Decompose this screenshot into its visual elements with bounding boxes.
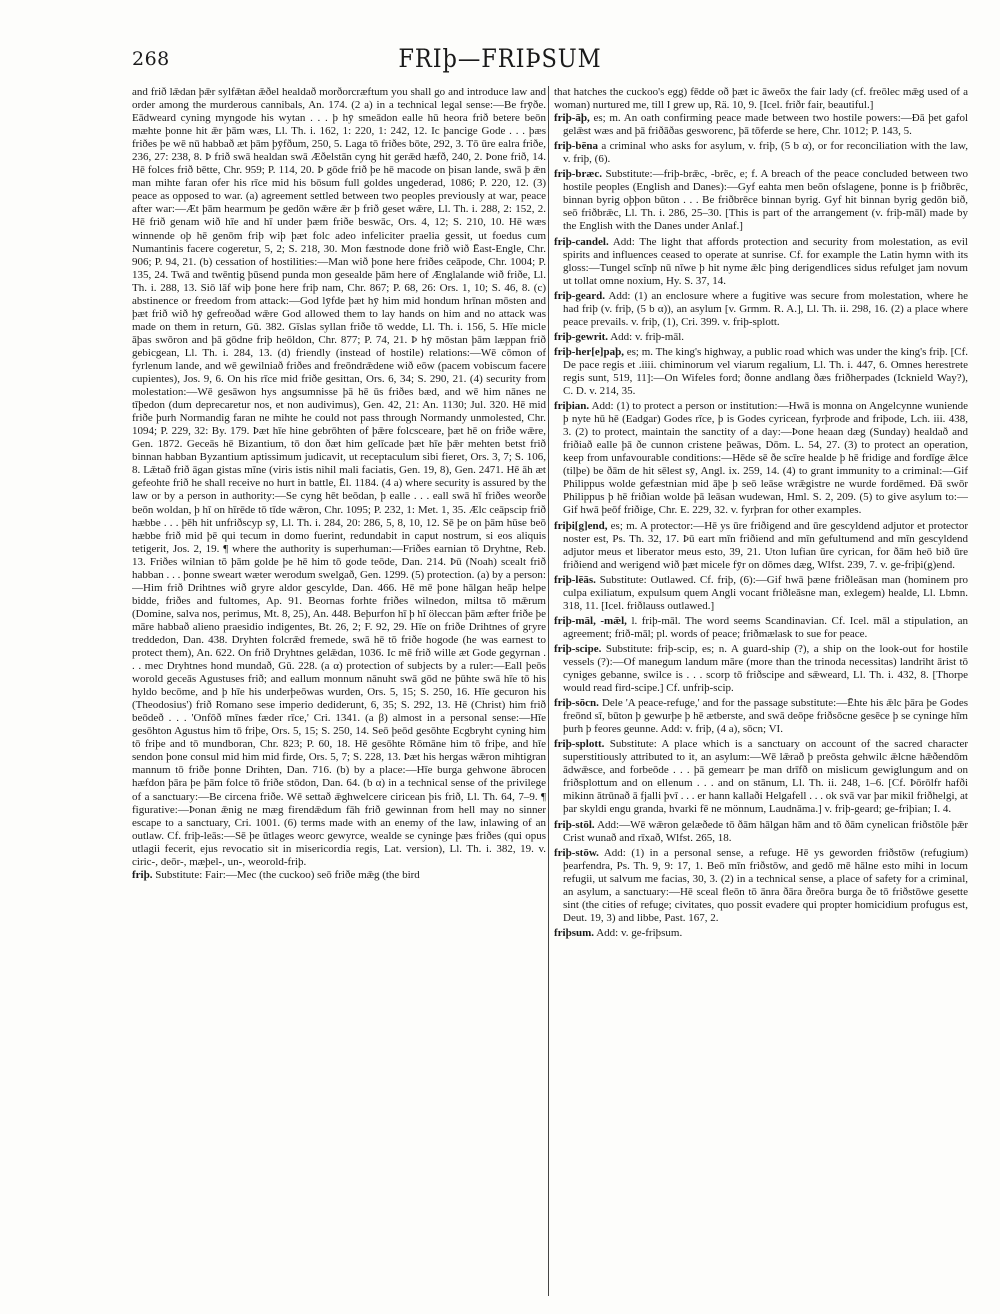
- entry-text: Add: v. friþ-māl.: [610, 330, 685, 343]
- entry-headword: friþ-sōcn.: [554, 697, 599, 710]
- entry-headword: friþsum.: [554, 926, 595, 939]
- entry-text: Add: The light that affords protection and security from molestation, as evil spirits and influences ceased to operate at sunrise. Cf. for example the Latin hymn with its gloss:—Tungel scīnþ nū nīwe þ hit nyme ǣlc þing derigendlices sidus refulget jam novum ut tollat omne noxium, Hy. S. 37, 14.: [563, 235, 968, 287]
- entry-text: that hatches the cuckoo's egg) fēdde oð þæt ic āweōx the fair lady (cf. freōlec mǣg used of a woman) nurtured me, till I grew up, Rä. 10, 9. [Icel. friðr fair, beautiful.]: [554, 86, 968, 112]
- entry-text: Add:—Wē wǣron gelæðede tō ðām hālgan hām and tō ðām cynelican friðstōle þǣr Crist wunað and rīxað, Wlfst. 265, 18.: [563, 818, 968, 844]
- entry-text: Substitute:—friþ-brǣc, -brēc, e; f. A breach of the peace concluded between two hostile peoples (English and Danes):—Gyf eahta men beōn ofslagene, þonne is þ friðbrēc, binnan byrig oþþon būton . . . Be friðbrēce binnan byrig. Gyf hit binnan byrig gedōn bið, seō friðbrǣc, Ll. Th. i. 286, 25–30. [This is part of the arrangement (v. friþ-māl) made by the English with the Danes under Anlaf.]: [563, 168, 968, 233]
- entry-headword: friþian.: [554, 400, 590, 413]
- entry-continuation: [554, 86, 968, 112]
- entry-text: Dele 'A peace-refuge,' and for the passage substitute:—Ēhte his ǣlc þāra þe Godes freōnd sī, būton þ gewurþe þ hē ætberste, and swā deōpe friðsōcne gesēce þ se cyninge hīm þurh þ feores geunne. Add: v. friþ, (4 a), sōcn; VI.: [563, 697, 968, 736]
- dictionary-entry: [554, 697, 968, 736]
- dictionary-entry: [554, 400, 968, 517]
- dictionary-entry: [554, 331, 968, 344]
- dictionary-entry: [554, 290, 968, 329]
- entry-headword: friþ-āþ,: [554, 112, 590, 125]
- dictionary-entry: [554, 140, 968, 166]
- entry-text: es; m. A protector:—Hē ys ūre friðigend and ūre gescyldend adjutor et protector noster est, Ps. Th. 32, 17. Þū eart mīn friðiend and mīn gefultumend and mīn gescyldend adjutor meus et liberator meus esto, 39, 21. Uton lufian ūre cyrican, for ðām heō bið ūre friðiend and werigend wið þæt micele fȳr on dōmes dæg, Wlfst. 239, 7. v. ge-friþi(g)end.: [563, 519, 968, 571]
- entry-text: Add: (1) in a personal sense, a refuge. Hē ys geworden friðstōw (refugium) þearfendra, Ps. Th. 9, 9: 17, 1. Beō mīn friðstōw, and gedō mē hālne esto mihi in locum refugii, ut salvum me facias, 30, 3. (2) in a technical sense, a place of safety for a criminal, an asylum, a sanctuary:—Hē sceal fleōn tō ānra ðāra ðreōra burga ðe tō friðstōwe gesette sint (the cities of refuge; civitates, quo possit evadere qui propter homicidium profugus est, Deut. 19, 3) and libbe, Past. 167, 2.: [563, 846, 968, 924]
- dictionary-entry: [554, 112, 968, 138]
- entry-headword: friþ-candel.: [554, 235, 609, 248]
- dictionary-entry: [554, 346, 968, 398]
- entry-continuation: [132, 86, 546, 869]
- entry-text: l. friþ-māl. The word seems Scandinavian. Cf. Icel. māl a stipulation, an agreement; frið-māl; pl. words of peace; friðmælask to sue for peace.: [563, 614, 968, 640]
- entry-headword: friþi[g]end,: [554, 519, 608, 532]
- entry-headword: friþ-geard.: [554, 289, 606, 302]
- column-divider: [548, 86, 549, 1296]
- page-header: [132, 44, 868, 74]
- entry-headword: friþ-bræc.: [554, 168, 602, 181]
- left-column: [132, 86, 546, 1301]
- entry-text: Add: v. ge-friþsum.: [596, 926, 683, 939]
- running-head: FRIþ—FRIÞSUM: [398, 44, 602, 73]
- dictionary-entry: [554, 927, 968, 940]
- entry-text: Substitute: Fair:—Mec (the cuckoo) seō friðe mǣg (the bird: [155, 868, 420, 881]
- entry-headword: friþ-māl, -mǣl,: [554, 614, 627, 627]
- entry-headword: friþ-bēna: [554, 140, 598, 153]
- dictionary-entry: [554, 643, 968, 695]
- entry-text: Substitute: Outlawed. Cf. friþ, (6):—Gif hwā þæne friðleāsan man (hominem pro culpa exiliatum, expulsum quem Angli vocant friðleāsne man, exlegem) healde, Ll. Lbmn. 318, 11. [Icel. friðlauss outlawed.]: [563, 573, 968, 612]
- entry-text: Add: (1) to protect a person or institution:—Hwā is monna on Angelcynne wuniende þ nyte hū hē (Eadgar) Godes rīce, þ is Godes cyricean, fyrþrode and friþode, Lch. iii. 438, 3. (2) to protect, maintain the sanctity of a day:—Þone heaan dæg (Sunday) healdað and friðiað ealle þā ðe cunnon cristene þeāwas, Dōm. L. 54, 27. (3) to protect an operation, keep from unfavourable conditions:—Hēde sē ðe scīre healde þ hē fridige and fordīge ǣlce (tilþe) be ðām de hit sēlest sȳ, Angl. ix. 259, 14. (4) to grant immunity to a criminal:—Gif Philippus wolde gefæstnian mid āþe þ seō leāse wrǣgistre ne wurde fordēmed. Ðā swōr Philippus þ hē friðian wolde þā leāsan wudewan, Hml. S. 2, 209. (5) to give asylum to:—Gif hwā þeōf friðige, Chr. E. 229, 32. v. fyrþran for other examples.: [563, 400, 968, 517]
- dictionary-entry: [132, 869, 546, 882]
- entry-headword: friþ.: [132, 868, 153, 881]
- dictionary-entry: [554, 168, 968, 233]
- entry-headword: friþ-stōw.: [554, 846, 599, 859]
- entry-headword: friþ-scipe.: [554, 642, 602, 655]
- entry-text: Add: (1) an enclosure where a fugitive was secure from molestation, where he had friþ (v. friþ, (5 b α)), an asylum [v. Grmm. R. A.], Ll. Th. ii. 298, 16. (2) a place where peace prevails. v. friþ, (1), Cri. 399. v. friþ-splott.: [563, 289, 968, 328]
- entry-text: Substitute: A place which is a sanctuary on account of the sacred character superstitiously attributed to it, an asylum:—Wē lǣrað þ preōsta gehwilc ǣlcne hǣðendōm ādwǣsce, and forbeōde . . . þā gemearr þe man drīfð on mislicum gewiglungum and on friðsplottum and on ellenum . . . and on stānum, Ll. Th. ii. 248, 1–6. [Cf. Þōrōlfr hafði mikinn ātrūnað ā fjalli þvī . . . er hann kallaði Helgafell . . . ok svā var þar mikil friðhelgi, at þar skyldi engu granda, hvarki fē ne mönnum, Laudnāma.] v. friþ-geard; ge-friþian; I. 4.: [563, 738, 968, 816]
- dictionary-entry: [554, 574, 968, 613]
- entry-headword: friþ-splott.: [554, 738, 605, 751]
- dictionary-entry: [554, 738, 968, 816]
- entry-headword: friþ-her[e]paþ,: [554, 345, 624, 358]
- dictionary-entry: [554, 236, 968, 288]
- dictionary-entry: [554, 819, 968, 845]
- dictionary-entry: [554, 847, 968, 925]
- entry-headword: friþ-lēās.: [554, 573, 596, 586]
- entry-text: a criminal who asks for asylum, v. friþ, (5 b α), or for reconciliation with the law, v. friþ, (6).: [563, 140, 968, 166]
- entry-headword: friþ-stōl.: [554, 818, 595, 831]
- entry-text: es; m. An oath confirming peace made between two hostile powers:—Ðā þet gafol gelǣst wæs and þā friðāðas gesworenc, þā tōferde se here, Chr. 1012; P. 143, 5.: [563, 112, 968, 138]
- entry-text: and frið lǣdan þǣr sylfǣtan ǣðel healdað morðorcræftum you shall go and introduce law and order among the murderous cannibals, An. 174. (2 a) in a technical legal sense:—Be frȳðe. Eādweard cyning myngode his wytan . . . þ hȳ smeādon ealle hū heora frið betere beōn mæhte þonne hit ǣr þām wæs, Ll. Th. i. 162, 1: 220, 1: 242, 12. Ic þancige Gode . . . þæs friðes þe wē nū habbað æt þām þȳfðum, 250, 5. Laga tō friðes bōte, 292, 3. Tō ūre ealra friðe, 236, 27: 238, 8. Þ frið swā healdan swā Æðelstān cyng hit gerǣd hæfð, 240, 2. Þone frið, 14. Hē folces frið bētte, Chr. 959; P. 114, 20. Þ gōde frið þe hē macode on þisan lande, swā þ ǣn man mihte faran ofer his rīce mid his bōsum full goldes ungederad, 1086; P. 220, 12. (3) peace as opposed to war. (a) agreement settled between two peoples previously at war, peace after war:—Æt þām hearmum þe gedōn wǣre ǣr þ frið geset wǣre, Ll. Th. i. 288, 2: 152, 2. Hē frið genam wið hīe and hī under þæm friðe beswāc, Ors. 4, 12; S. 210, 10. Hē wæs winnende oþ hē genōm friþ wiþ þæt folc adeo infeliciter praelia gessit, ut foedus cum Numantinis facere cogeretur, 5, 2; S. 218, 30. Mon fæstnode done frið wið Ēast-Engle, Chr. 906; P. 94, 21. (b) cessation of hostilities:—Man wið þone here friðes ceāpode, Chr. 1004; P. 135, 24. Twā and twēntig þūsend punda mon gesealde þām here of Ænglalande wið friðe, Ll. Th. i. 288, 13. Siō lāf wiþ þone here friþ nam, Chr. 867; P. 68, 26: Ors. 1, 10; S. 46, 8. (c) abstinence or freedom from attack:—God lȳfde þæt hȳ him mid hondum hrīnan mōsten and þæt frið wið hȳ gefreoðad wǣre God allowed them to lay hands on him and no attack was made on them in return, Gū. 382. Gīslas syllan friðe tō wedde, Ll. Th. i. 156, 5. Hīe micle āþas swōron and þā gōdne friþ heōldon, Chr. 877; P. 74, 21. Þ hȳ mōstan þām læppan frið gebicgean, Ll. Th. i. 284, 13. (d) friendly (instead of hostile) relations:—Wē cōmon of fyrlenum lande, and wē gewilniað friðes and freōndrǣdene wið eōw (pacem vobiscum facere cupientes), Jos. 9, 6. On his rīce mid friðe gesittan, Ors. 6, 34; S. 290, 21. (4) security from molestation:—Wē gesāwon hys angsumnisse þā hē ūs friðes bæd, and wē him nānes ne tīþedon (dum deprecaretur nos, et non audivimus), Gen. 42, 21: An. 1130; Jul. 320. Hē mid friðe þurh Normandig faran ne mihte he could not pass through Normandy unmolested, Chr. 1094; P. 229, 32: By. 179. Þæt hīe hine gebrōhten of þǣre folcsceare, þæt hē on friðe wǣre, Gen. 1872. Geceās hē Bizantium, tō don ðæt him gelīcade þæt hīe þǣr mehten betst frið binnan habban Byzantium aptissimum judicavit, ut receptaculum sibi fieret, Ors. 3, 7; S. 106, 8. Lǣtað frið āgan gistas mīne (viris istis nihil mali faciatis, Gen. 19, 8), Gen. 2471. Hē āh æt gefeohte frið he shall receive no hurt in battle, Ēl. 1184. (4 a) where security is assured by the law or by a person in authority:—Se cyng hēt beōdan, þ ealle . . . eall swā hī friðes weorðe beōn woldan, þ hī on hīrēde tō tīde wǣron, Chr. 1095; P. 232, 1: Met. 1, 35. Ælc ceāpscip frið hæbbe . . . þēh hit unfriðscyp sȳ, Ll. Th. i. 284, 20: 286, 5, 8, 10, 12. Sē þe on þām hūse beō hæbbe frið mid þē qui tecum in domo fuerint, redundabit in caput nostrum, si eos aliquis tetigerit, Jos. 2, 19. ¶ where the authority is superhuman:—Friðes earnian tō Dryhtne, Reb. 13. Friðes wilnian tō þām golde þe hē him tō gode teōde, Dan. 214. Þū (Noah) scealt frið habban . . . þonne sweart wæter werodum swelgað, Gen. 1299. (5) protection. (a) by a person:—Him frið Drihtnes wið gryre aldor gescylde, Dan. 466. Hē mē þone hālgan heāp helpe bidde, friðes and fultomes, Ap. 91. Beornas forhte friðes wilnedon, miltsa tō mǣrum (Domine, salva nos, perimus, Mt. 8, 25), An. 448. Beþurfon hī þ hī öleccan þām æfter friðe þe māre habbað alieno praesidio indigentes, Bt. 26, 2; F. 92, 29. Hīe on friðe Drihtnes of gryre treddedon, Dan. 438. Dryhten folcrǣd fremede, swā hē tō friðe hogode (he was earnest to protect them), An. 622. On frið Dryhtnes gelǣdan, 1036. Ic mē frið wille æt Gode gegyrnan . . . mec Dryhtnes hond mundað, Gū. 228. (a α) protection of subjects by a ruler:—Eall þeōs worold geceās Agustuses frið; and eallum monnum nānuht swā gōd ne þūhte swā hīe tō his hyldo becōme, and þ hīe his underþeōwas wurden, Ors. 5, 15; S. 250, 16. Hīe gecuron his (Theodosius') frið Romano sese imperio dediderunt, 6, 35; S. 292, 13. Hē (Christ) him frið beōdeð . . . 'Onfōð mīnes fæder rīce,' Cri. 1341. (a β) almost in a personal sense:—Hīe gesōhton Agustus him tō friþe, Ors. 5, 15; S. 250, 14. Seō þeōd gesōhte Ecgbryht cyning him tō friþe and tō mundboran, Chr. 823; P. 60, 18. Hē gesōhte Rōmāne him tō friþe, and hīe sendon þone consul mid him mid firde, Ors. 5, 7; S. 228, 13. Þæt his hergas wǣron mihtigran mannum tō friðe þonne Drihten, Dan. 716. (b) by a place:—Hīe burga gehwone ābrocen hæfdon þāra þe þām folce tō friðe stōdon, Dan. 64. (b α) in a technical sense of the privilege of a sanctuary:—Be circena friðe. Wē settað ǣghwelcere ciricean þis frið, Ll. Th. 64, 7–9. ¶ figurative:—Þonan ǣnig ne mæg firendǣdum fāh frið gewinnan from hell may no sinner escape to a sanctuary, Cri. 1001. (6) terms made with an enemy of the law, inlawing of an outlaw. Cf. friþ-leās:—Sē þe ūtlages weorc gewyrce, wealde se cyninge þæs friðes (qui opus utlagii fecerit, ejus revocatio sit in misericordia regis, Lat. version), Ll. Th. i. 382, 19. v. ciric-, deōr-, mæþel-, un-, weorold-friþ.: [132, 86, 546, 868]
- right-column: [554, 86, 968, 1301]
- dictionary-entry: [554, 520, 968, 572]
- entry-text: es; m. The king's highway, a public road which was under the king's friþ. [Cf. De pace regis et .iiii. chiminorum vel viarum regalium, Ll. Th. i. 447, 6. Omnes herestrete regis sunt, 519, 11]:—On Wifeles ford; ðonne andlang ðæs friðherpades (Icknield Way?), C. D. v. 214, 35.: [563, 345, 968, 398]
- entry-text: Substitute: friþ-scip, es; n. A guard-ship (?), a ship on the look-out for hostile vessels (?):—Of manegum landum māre (more than the trinoda necessitas) landriht ārist tō cyniges gebanne, swilce is . . . scorp tō friðscipe and sǣweard, Ll. Th. i. 432, 8. [Thorpe would read fird-scipe.] Cf. unfriþ-scip.: [563, 642, 968, 695]
- dictionary-entry: [554, 615, 968, 641]
- page-number: 268: [132, 48, 170, 70]
- entry-headword: friþ-gewrit.: [554, 330, 609, 343]
